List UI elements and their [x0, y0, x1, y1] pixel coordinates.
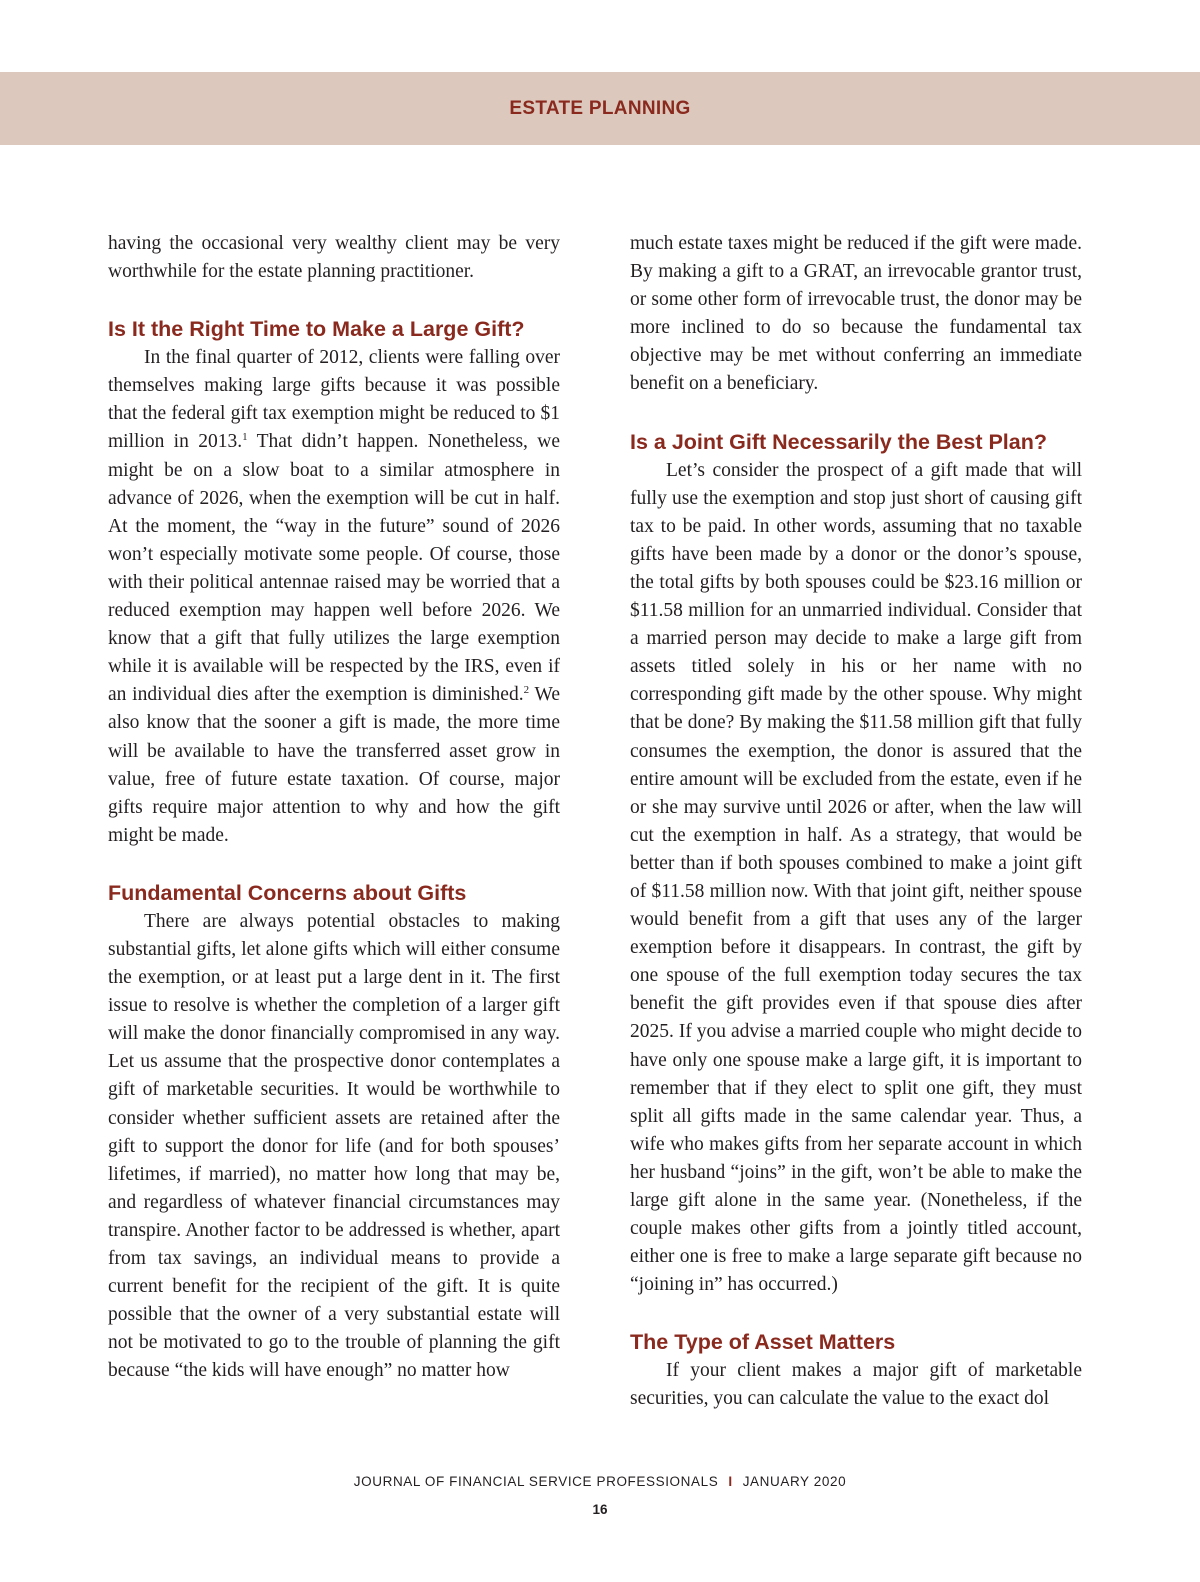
paragraph-fundamental-concerns: There are always potential obstacles to making substantial gifts, let alone gifts which will either consume the exemption, or at least put a large dent in it. The first issue to resolve is whether the completion of a larger gift will make the donor financially compromised in any way. Let us assume that the prospective donor contemplates a gift of marketable securities. It would be worthwhile to consider whether sufficient assets are retained after the gift to support the donor for life (and for both spouses’ lifetimes, if married), no matter how long that may be, and regardless of whatever financial circumstances may transpire. Another factor to be addressed is whether, apart from tax savings, an individual means to provide a current benefit for the recipient of the gift. It is quite possible that the owner of a very substantial estate will not be motivated to go to the trouble of planning the gift because “the kids will have enough” no matter how [108, 910, 560, 1382]
paragraph-right-time-part-c: We also know that the sooner a gift is made, the more time will be available to have the transferred asset grow in value, free of future estate taxation. Of course, major gifts require major attention to why and how the gift might be made. [108, 684, 560, 846]
paragraph-right-time [108, 344, 560, 850]
left-column [108, 230, 560, 1385]
continued-paragraph: much estate taxes might be reduced if the gift were made. By making a gift to a GRAT, an irrevocable grantor trust, or some other form of irrevocable trust, the donor may be more inclined to do so because the fundamental tax objective may be met without conferring an immediate benefit on a beneficiary. [630, 233, 1082, 395]
footer-journal-line [0, 1474, 1200, 1489]
paragraph-joint-gift: Let’s consider the prospect of a gift made that will fully use the exemption and stop just short of causing gift tax to be paid. In other words, assuming that no taxable gifts have been made by a donor or the donor’s spouse, the total gifts by both spouses could be $23.16 million or $11.58 million for an unmarried individual. Consider that a married person may decide to make a large gift from assets titled solely in his or her name with no corresponding gift made by the other spouse. Why might that be done? By making the $11.58 million gift that fully consumes the exemption, the donor is assured that the entire amount will be excluded from the estate, even if he or she may survive until 2026 or after, when the law will cut the exemption in half. As a strategy, that would be better than if both spouses combined to make a joint gift of $11.58 million now. With that joint gift, neither spouse would benefit from a gift that uses any of the larger exemption before it disappears. In contrast, the gift by one spouse of the full exemption today secures the tax benefit the gift provides even if that spouse dies after 2025. If you advise a married couple who might decide to have only one spouse make a large gift, it is important to remember that if they elect to split one gift, they must split all gifts made in the same calendar year. Thus, a wife who makes gifts from her separate account in which her husband “joins” in the gift, won’t be able to make the large gift alone in the same year. (Nonetheless, if the couple makes other gifts from a jointly titled account, either one is free to make a large separate gift because no “joining in” has occurred.) [630, 459, 1082, 1296]
heading-asset-type: The Type of Asset Matters [630, 1330, 896, 1355]
paragraph-right-time-part-b: That didn’t happen. Nonetheless, we might be on a slow boat to a similar atmosphere in advance of 2026, when the exemption will be cut in half. At the moment, the “way in the future” sound of 2026 won’t especially motivate some people. Of course, those with their political antennae raised may be worried that a reduced exemption may happen well before 2026. We know that a gift that fully utilizes the large exemption while it is available will be respected by the IRS, even if an individual dies after the exemption is diminished. [108, 431, 561, 706]
section-banner [0, 72, 1200, 145]
footnote-ref-1[interactable]: 1 [242, 431, 248, 444]
section-title: ESTATE PLANNING [509, 97, 691, 119]
heading-right-time: Is It the Right Time to Make a Large Gift? [108, 317, 525, 342]
issue-date: JANUARY 2020 [742, 1474, 847, 1489]
footnote-ref-2[interactable]: 2 [523, 684, 530, 697]
right-column [630, 230, 1082, 1414]
intro-paragraph: having the occasional very wealthy client may be very worthwhile for the estate planning practitioner. [108, 233, 560, 283]
paragraph-right-time-part-a: In the final quarter of 2012, clients were falling over themselves making large gifts because it was possible that the federal gift tax exemption might be reduced to $1 million in 2013. [108, 347, 560, 453]
footer-separator: I [728, 1474, 733, 1489]
heading-joint-gift: Is a Joint Gift Necessarily the Best Plan? [630, 429, 1048, 454]
paragraph-asset-type: If your client makes a major gift of marketable securities, you can calculate the value to the exact dol [630, 1360, 1082, 1410]
journal-name: JOURNAL OF FINANCIAL SERVICE PROFESSIONALS [353, 1474, 719, 1489]
heading-fundamental-concerns: Fundamental Concerns about Gifts [108, 880, 467, 905]
page-number: 16 [592, 1502, 608, 1517]
